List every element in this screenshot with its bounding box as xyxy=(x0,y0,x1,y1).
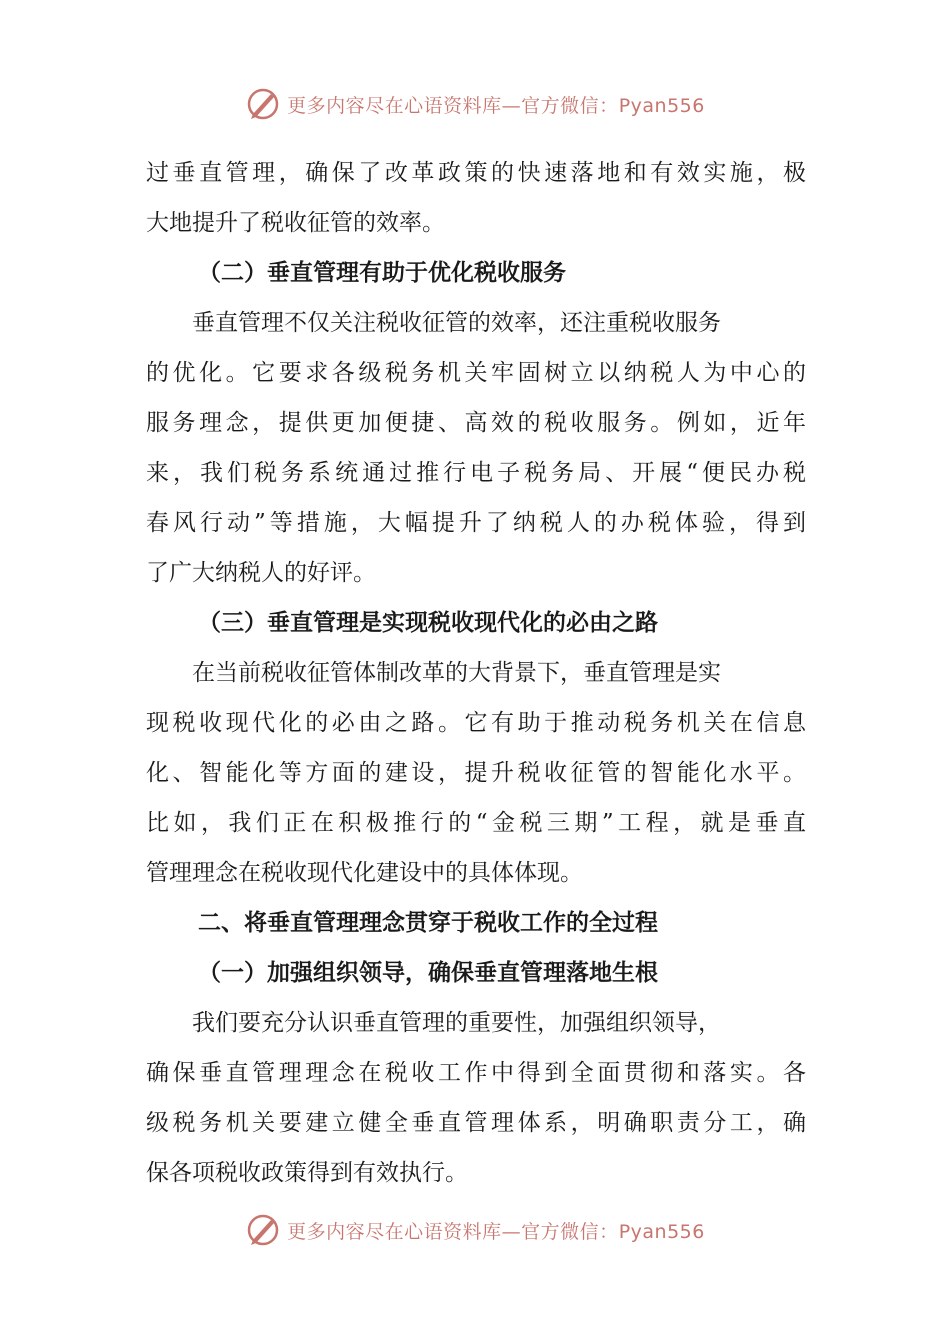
text-line: 的优化。它要求各级税务机关牢固树立以纳税人为中心的 xyxy=(146,360,806,386)
chapter-heading: 二、将垂直管理理念贯穿于税收工作的全过程 xyxy=(198,910,658,936)
text-line: 过垂直管理，确保了改革政策的快速落地和有效实施，极 xyxy=(146,160,806,186)
section-heading: （三）垂直管理是实现税收现代化的必由之路 xyxy=(198,610,658,636)
text-line: 化、智能化等方面的建设，提升税收征管的智能化水平。 xyxy=(146,760,806,786)
section-heading: （一）加强组织领导，确保垂直管理落地生根 xyxy=(198,960,658,986)
wechat-label: 官方微信： xyxy=(521,94,619,117)
text-line: 级税务机关要建立健全垂直管理体系，明确职责分工，确 xyxy=(146,1110,806,1136)
watermark-text: 更多内容尽在心语资料库 xyxy=(287,94,502,117)
pen-logo-icon xyxy=(245,86,281,122)
header-watermark xyxy=(0,84,950,124)
text-line: 大地提升了税收征管的效率。 xyxy=(146,210,445,236)
text-line: 管理理念在税收现代化建设中的具体体现。 xyxy=(146,860,583,886)
text-line: 垂直管理不仅关注税收征管的效率，还注重税收服务 xyxy=(192,310,721,336)
wechat-label: 官方微信： xyxy=(521,1220,619,1243)
text-line: 来，我们税务系统通过推行电子税务局、开展“便民办税 xyxy=(146,460,806,486)
wechat-id: Pyan556 xyxy=(618,94,705,117)
text-line: 了广大纳税人的好评。 xyxy=(146,560,376,586)
text-line: 保各项税收政策得到有效执行。 xyxy=(146,1160,468,1186)
text-line: 服务理念，提供更加便捷、高效的税收服务。例如，近年 xyxy=(146,410,806,436)
text-line: 现税收现代化的必由之路。它有助于推动税务机关在信息 xyxy=(146,710,806,736)
text-line: 春风行动”等措施，大幅提升了纳税人的办税体验，得到 xyxy=(146,510,806,536)
text-line: 确保垂直管理理念在税收工作中得到全面贯彻和落实。各 xyxy=(146,1060,806,1086)
text-line: 我们要充分认识垂直管理的重要性，加强组织领导， xyxy=(192,1010,721,1036)
pen-logo-icon xyxy=(245,1212,281,1248)
watermark-text: 更多内容尽在心语资料库 xyxy=(287,1220,502,1243)
wechat-id: Pyan556 xyxy=(618,1220,705,1243)
text-line: 比如，我们正在积极推行的“金税三期”工程，就是垂直 xyxy=(146,810,806,836)
watermark-dash: — xyxy=(501,94,522,117)
document-body xyxy=(146,148,806,1198)
footer-watermark xyxy=(0,1210,950,1250)
watermark-dash: — xyxy=(501,1220,522,1243)
text-line: 在当前税收征管体制改革的大背景下，垂直管理是实 xyxy=(192,660,721,686)
section-heading: （二）垂直管理有助于优化税收服务 xyxy=(198,260,566,286)
